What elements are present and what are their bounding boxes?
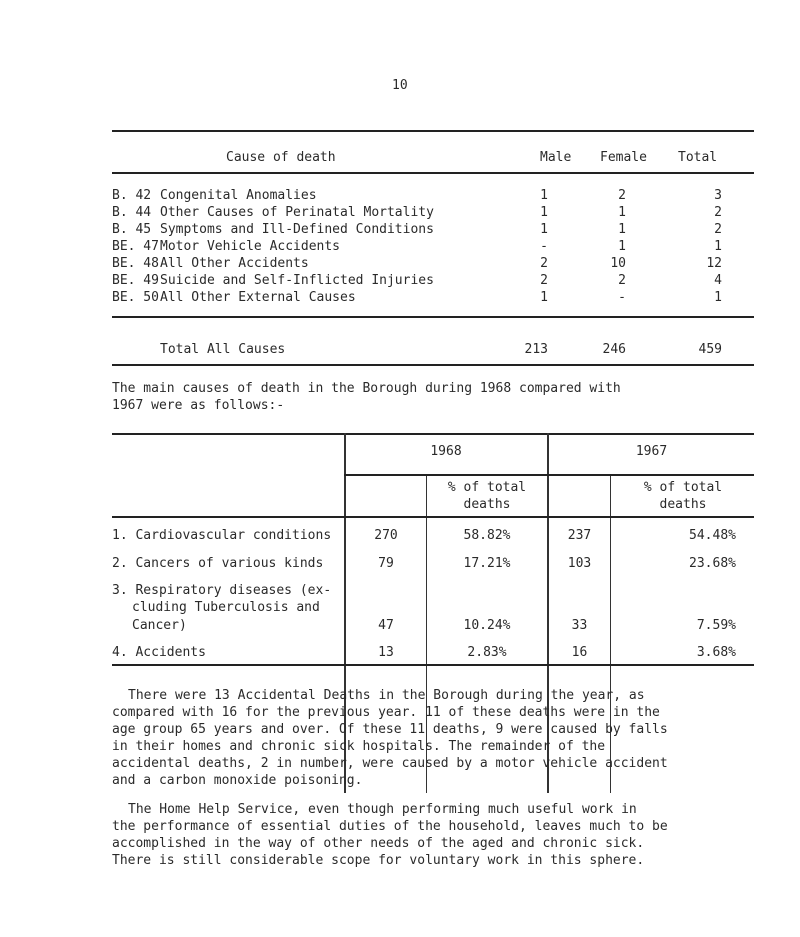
total-label: Total All Causes [160,342,286,357]
header-cause: Cause of death [226,150,336,165]
page-number: 10 [392,78,408,93]
paragraph-line: age group 65 years and over. Of these 11 deaths, 9 were caused by falls [112,722,668,737]
row-total: 1 [714,239,722,254]
paragraph-line: the performance of essential duties of the household, leaves much to be [112,819,668,834]
row-label: 2. Cancers of various kinds [112,556,324,571]
row-cause: Motor Vehicle Accidents [160,239,341,254]
row-count-1968: 47 [378,618,394,633]
table-rule [112,664,754,666]
paragraph-line: There were 13 Accidental Deaths in the Borough during the year, as [128,688,645,703]
row-male: 1 [540,188,548,203]
table-rule [112,364,754,366]
row-total: 2 [714,205,722,220]
pct-header-1968-line2: deaths [463,497,511,512]
row-male: - [540,239,548,254]
row-code: BE. 47 [112,239,159,254]
row-label: 3. Respiratory diseases (ex- [112,583,332,598]
table-rule [344,474,754,476]
row-count-1967: 33 [571,618,588,633]
paragraph-line: and a carbon monoxide poisoning. [112,773,363,788]
home-help-paragraph [112,801,752,869]
table-rule [112,516,754,518]
row-cause: Congenital Anomalies [160,188,317,203]
row-pct-1967: 7.59% [696,618,736,633]
row-pct-1967: 3.68% [696,645,736,660]
row-pct-1968: 17.21% [463,556,511,571]
intro-line-1: The main causes of death in the Borough during 1968 compared with [112,381,621,396]
row-cause: Symptoms and Ill-Defined Conditions [160,222,434,237]
paragraph-line: compared with 16 for the previous year. 11 of these deaths were in the [112,705,660,720]
paragraph-line: accidental deaths, 2 in number, were caused by a motor vehicle accident [112,756,668,771]
accidental-deaths-paragraph [112,687,752,789]
year-1968: 1968 [430,444,462,459]
row-code: BE. 49 [112,273,159,288]
paragraph-line: accomplished in the way of other needs of the aged and chronic sick. [112,836,645,851]
row-code: B. 44 [112,205,152,220]
row-total: 2 [714,222,722,237]
pct-header-1967-line2: deaths [659,497,707,512]
row-cause: Other Causes of Perinatal Mortality [160,205,434,220]
table-rule [112,433,754,435]
row-pct-1967: 54.48% [689,528,736,543]
row-count-1968: 13 [378,645,394,660]
row-female: 10 [610,256,626,271]
table-rule [112,130,754,132]
row-code: BE. 50 [112,290,159,305]
row-male: 2 [540,256,548,271]
table-rule [112,172,754,174]
header-total: Total [678,150,718,165]
paragraph-line: in their homes and chronic sick hospitals. The remainder of the [112,739,606,754]
table-rule [112,316,754,318]
row-female: 1 [618,222,626,237]
total-total: 459 [698,342,722,357]
paragraph-line: There is still considerable scope for voluntary work in this sphere. [112,853,645,868]
row-cause: All Other Accidents [160,256,309,271]
row-male: 1 [540,205,548,220]
total-male: 213 [524,342,548,357]
row-total: 3 [714,188,722,203]
row-label-cont: Cancer) [132,618,187,633]
row-code: B. 45 [112,222,152,237]
row-female: - [618,290,626,305]
paragraph-line: The Home Help Service, even though performing much useful work in [128,802,637,817]
row-pct-1967: 23.68% [689,556,736,571]
row-total: 4 [714,273,722,288]
row-count-1968: 270 [374,528,398,543]
row-count-1967: 103 [567,556,592,571]
pct-header-1967: % of total [643,480,723,495]
row-total: 1 [714,290,722,305]
year-1967: 1967 [635,444,668,459]
row-female: 1 [618,205,626,220]
row-male: 2 [540,273,548,288]
row-pct-1968: 58.82% [463,528,511,543]
total-female: 246 [602,342,626,357]
pct-header-1968: % of total [447,480,527,495]
row-code: BE. 48 [112,256,159,271]
row-female: 1 [618,239,626,254]
row-label: 1. Cardiovascular conditions [112,528,332,543]
row-cause: Suicide and Self-Inflicted Injuries [160,273,434,288]
row-cause: All Other External Causes [160,290,356,305]
row-male: 1 [540,222,548,237]
row-count-1968: 79 [378,556,394,571]
row-pct-1968: 2.83% [467,645,507,660]
row-pct-1968: 10.24% [463,618,511,633]
row-label-cont: cluding Tuberculosis and [132,600,320,615]
row-count-1967: 16 [571,645,588,660]
row-female: 2 [618,273,626,288]
intro-line-2: 1967 were as follows:- [112,398,285,413]
row-male: 1 [540,290,548,305]
header-male: Male [540,150,572,165]
header-female: Female [600,150,647,165]
row-label: 4. Accidents [112,645,206,660]
row-count-1967: 237 [567,528,592,543]
row-total: 12 [706,256,722,271]
row-female: 2 [618,188,626,203]
row-code: B. 42 [112,188,152,203]
